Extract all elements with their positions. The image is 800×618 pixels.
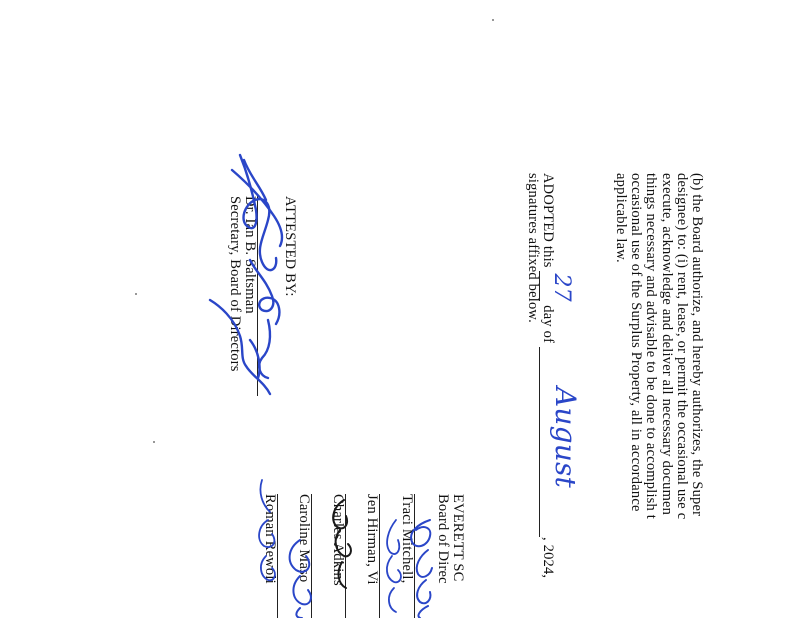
scan-speck xyxy=(492,19,494,21)
scan-speck xyxy=(153,441,155,443)
mason-signature xyxy=(290,540,311,618)
board-member: Traci Mitchell, xyxy=(398,494,414,618)
board-member: Jen Hirman, Vi xyxy=(364,494,380,618)
paragraph-b-line: things necessary and advisable to be done to accomplish t xyxy=(643,173,660,520)
adopted-prefix: ADOPTED this xyxy=(540,173,556,268)
paragraph-b-line: execute, acknowledge and deliver all necessary documen xyxy=(658,173,675,516)
paragraph-b-line: applicable law. xyxy=(613,173,630,263)
rewolinski-signature xyxy=(259,480,275,580)
adopted-year: , 2024, xyxy=(540,536,556,579)
saltsman-signature xyxy=(210,155,282,394)
board-member: Caroline Maso xyxy=(296,494,312,618)
board-header-1: EVERETT SC xyxy=(450,494,466,582)
paragraph-b-line: (b) the Board authorize, and hereby authorizes, the Super xyxy=(689,173,705,517)
scan-speck xyxy=(135,293,137,295)
mitchell-signature xyxy=(411,520,432,618)
paragraph-b-line: designee) to: (i) rent, lease, or permit the occasional use c xyxy=(673,173,690,520)
adopted-day-suffix: day of xyxy=(540,305,556,344)
handwritten-day: 27 xyxy=(549,273,574,302)
board-header-2: Board of Direc xyxy=(434,494,451,584)
adopted-line-2: signatures affixed below. xyxy=(524,173,541,323)
board-member: Charles Adkins xyxy=(330,494,346,618)
adkins-signature xyxy=(333,500,351,588)
attester-name: Dr. Ian B. Saltsman xyxy=(242,196,258,396)
handwritten-month: August xyxy=(549,386,582,489)
hirman-signature xyxy=(387,520,401,612)
attester-title: Secretary, Board of Directors xyxy=(226,196,243,372)
board-member: Roman Rewoli xyxy=(262,494,278,618)
attested-label: ATTESTED BY: xyxy=(282,196,298,297)
paragraph-b-line: occasional use of the Surplus Property, all in accordance xyxy=(628,173,645,512)
